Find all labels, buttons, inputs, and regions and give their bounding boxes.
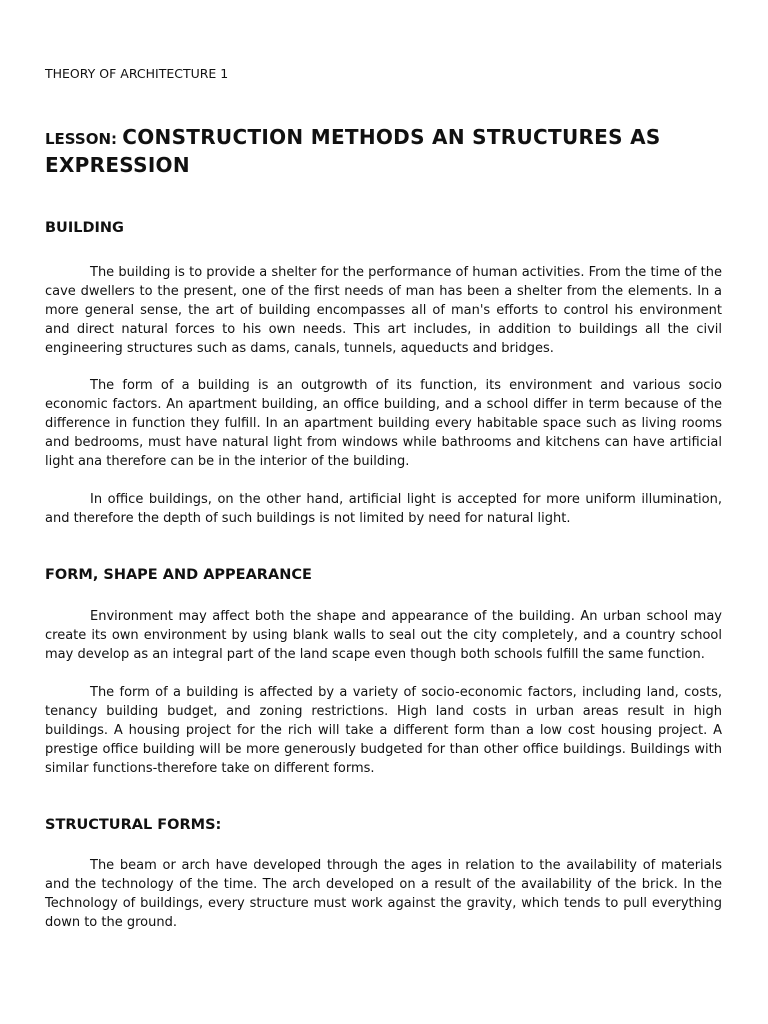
paragraph: In office buildings, on the other hand, artificial light is accepted for more uniform illumination, and therefore the depth of such buildings is not limited by need for natural light. xyxy=(45,492,722,526)
section-heading-form-shape-appearance: FORM, SHAPE AND APPEARANCE xyxy=(45,567,312,583)
section-heading-building: BUILDING xyxy=(45,220,124,236)
paragraph: The form of a building is an outgrowth of its function, its environment and various socio economic factors. An apartment building, an office building, and a school differ in term because of the difference in function they fulfill. In an apartment building every habitable space such as living rooms and bedrooms, must have natural light from windows while bathrooms and kitchens can have artificial light ana therefore can be in the interior of the building. xyxy=(45,378,722,469)
lesson-prefix: LESSON: xyxy=(45,130,123,148)
section-heading-structural-forms: STRUCTURAL FORMS: xyxy=(45,817,222,833)
paragraph: The building is to provide a shelter for the performance of human activities. From the time of the cave dwellers to the present, one of the first needs of man has been a shelter from the elements. In a more general sense, the art of building encompasses all of man's efforts to control his environment and direct natural forces to his own needs. This art includes, in addition to buildings all the civil engineering structures such as dams, canals, tunnels, aqueducts and bridges. xyxy=(45,265,722,356)
paragraph: Environment may affect both the shape and appearance of the building. An urban school may create its own environment by using blank walls to seal out the city completely, and a country school may develop as an integral part of the land scape even though both schools fulfill the same function. xyxy=(45,609,722,662)
paragraph: The form of a building is affected by a variety of socio-economic factors, including land, costs, tenancy building budget, and zoning restrictions. High land costs in urban areas result in high buildings. A housing project for the rich will take a different form than a low cost housing project. A prestige office building will be more generously budgeted for than other office buildings. Buildings with similar functions-therefore take on different forms. xyxy=(45,685,722,776)
paragraph: The beam or arch have developed through the ages in relation to the availability of materials and the technology of the time. The arch developed on a result of the availability of the brick. In the Technology of buildings, every structure must work against the gravity, which tends to pull everything down to the ground. xyxy=(45,858,722,930)
lesson-title xyxy=(45,124,722,178)
course-title: THEORY OF ARCHITECTURE 1 xyxy=(45,66,229,81)
lesson-title-text: CONSTRUCTION METHODS AN STRUCTURES AS EXPRESSION xyxy=(45,125,661,177)
